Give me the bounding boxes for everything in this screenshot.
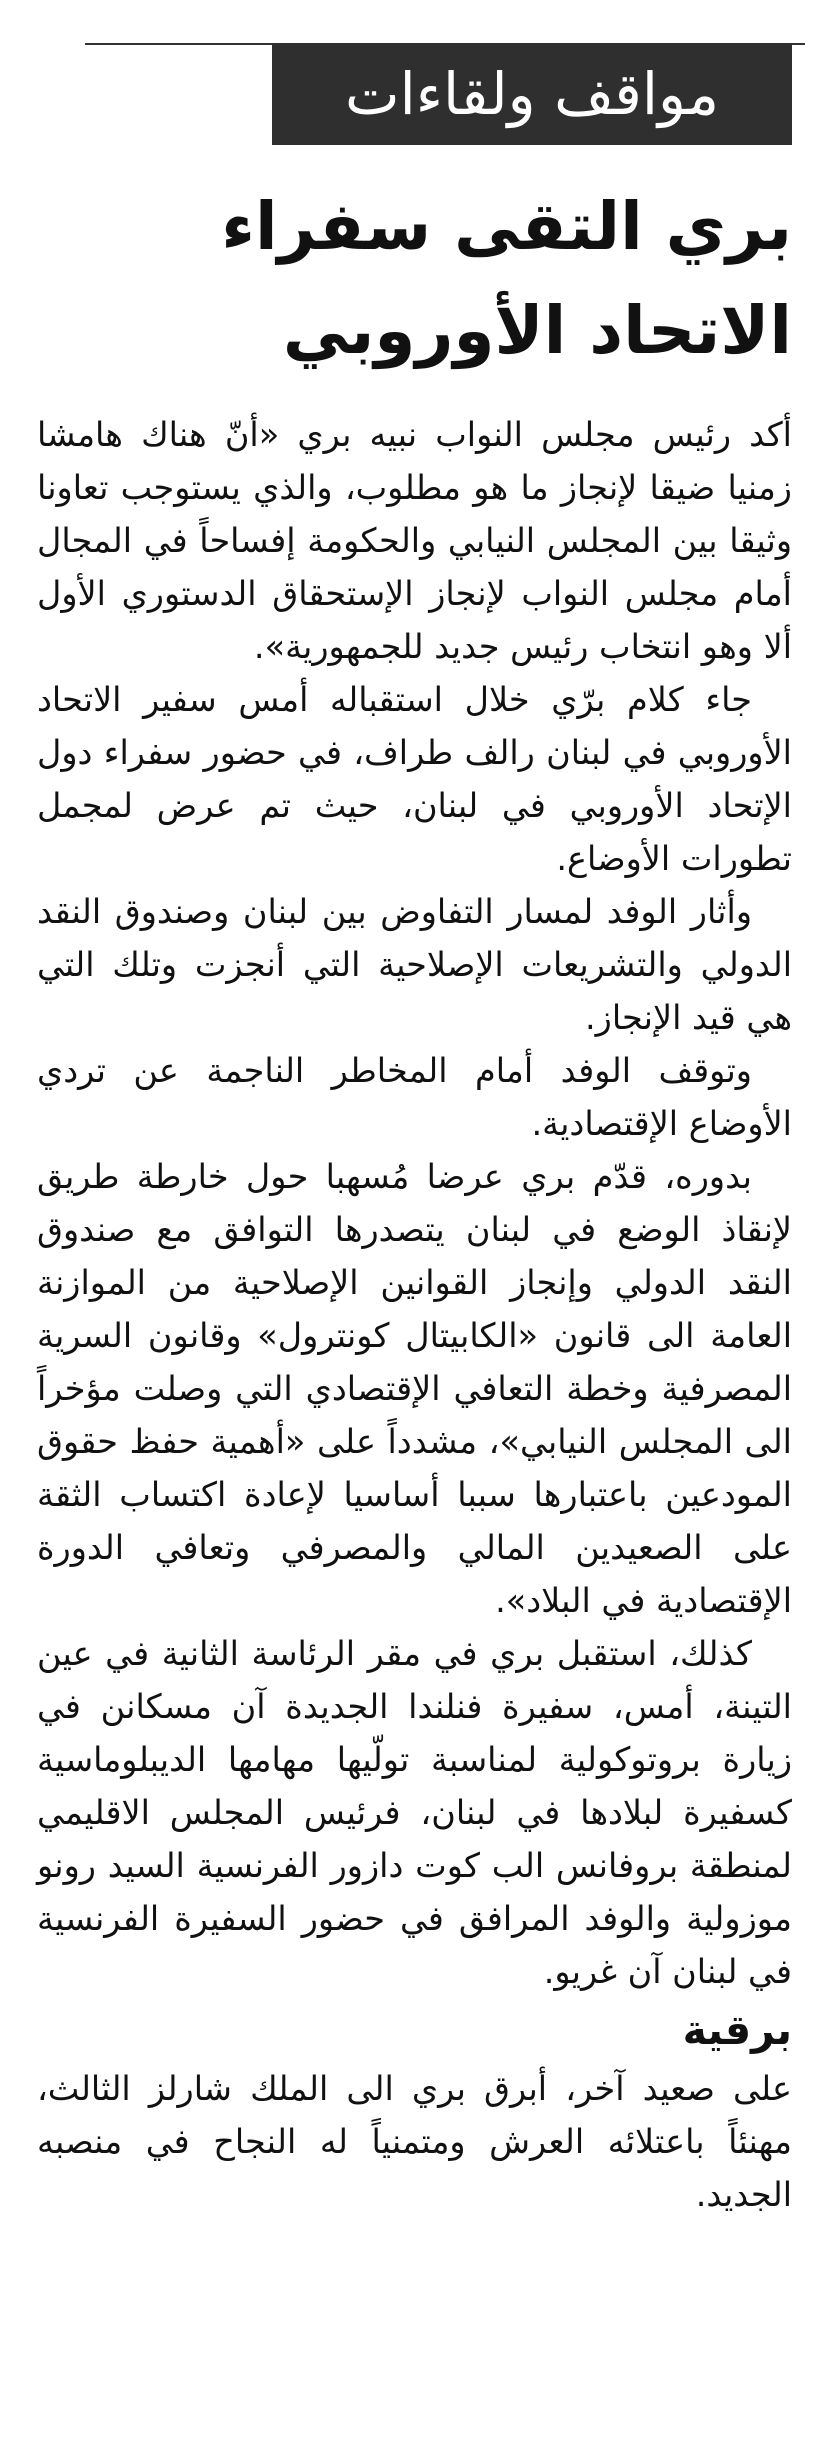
article-headline — [72, 175, 792, 383]
closing-paragraph: على صعيد آخر، أبرق بري الى الملك شارلز الثالث، مهنئاً باعتلائه العرش ومتمنياً له النجاح في منصبه الجديد. — [37, 2069, 792, 2214]
paragraph-2: جاء كلام برّي خلال استقباله أمس سفير الاتحاد الأوروبي في لبنان رالف طراف، في حضور سفراء دول الإتحاد الأوروبي في لبنان، حيث تم عرض لمجمل تطورات الأوضاع. — [37, 680, 792, 878]
subheading-telegram: برقية — [682, 2006, 792, 2054]
headline-line-1: بري التقى سفراء — [221, 188, 792, 265]
paragraph-4: وتوقف الوفد أمام المخاطر الناجمة عن تردي الأوضاع الإقتصادية. — [37, 1051, 792, 1143]
headline-line-2: الاتحاد الأوروبي — [282, 292, 792, 369]
article-body — [37, 408, 792, 2221]
paragraph-3: وأثار الوفد لمسار التفاوض بين لبنان وصندوق النقد الدولي والتشريعات الإصلاحية التي أنجزت وتلك التي هي قيد الإنجاز. — [37, 892, 792, 1037]
paragraph-5: بدوره، قدّم بري عرضا مُسهبا حول خارطة طريق لإنقاذ الوضع في لبنان يتصدرها التوافق مع صندوق النقد الدولي وإنجاز القوانين الإصلاحية من الموازنة العامة الى قانون «الكابيتال كونترول» وقانون السرية المصرفية وخطة التعافي الإقتصادي التي وصلت مؤخراً الى المجلس النيابي»، مشدداً على «أهمية حفظ حقوق المودعين باعتبارها سببا أساسيا لإعادة اكتساب الثقة على الصعيدين المالي والمصرفي وتعافي الدورة الإقتصادية في البلاد». — [37, 1157, 792, 1620]
section-header: مواقف ولقاءات — [272, 43, 792, 145]
paragraph-6: كذلك، استقبل بري في مقر الرئاسة الثانية في عين التينة، أمس، سفيرة فنلندا الجديدة آن مسكانن في زيارة بروتوكولية لمناسبة تولّيها مهامها الديبلوماسية كسفيرة لبلادها في لبنان، فرئيس المجلس الاقليمي لمنطقة بروفانس الب كوت دازور الفرنسية السيد رونو موزولية والوفد المرافق في حضور السفيرة الفرنسية في لبنان آن غريو. — [37, 1634, 792, 1991]
paragraph-1: أكد رئيس مجلس النواب نبيه بري «أنّ هناك هامشا زمنيا ضيقا لإنجاز ما هو مطلوب، والذي يستوجب تعاونا وثيقا بين المجلس النيابي والحكومة إفساحاً في المجال أمام مجلس النواب لإنجاز الإستحقاق الدستوري الأول ألا وهو انتخاب رئيس جديد للجمهورية». — [37, 415, 792, 666]
